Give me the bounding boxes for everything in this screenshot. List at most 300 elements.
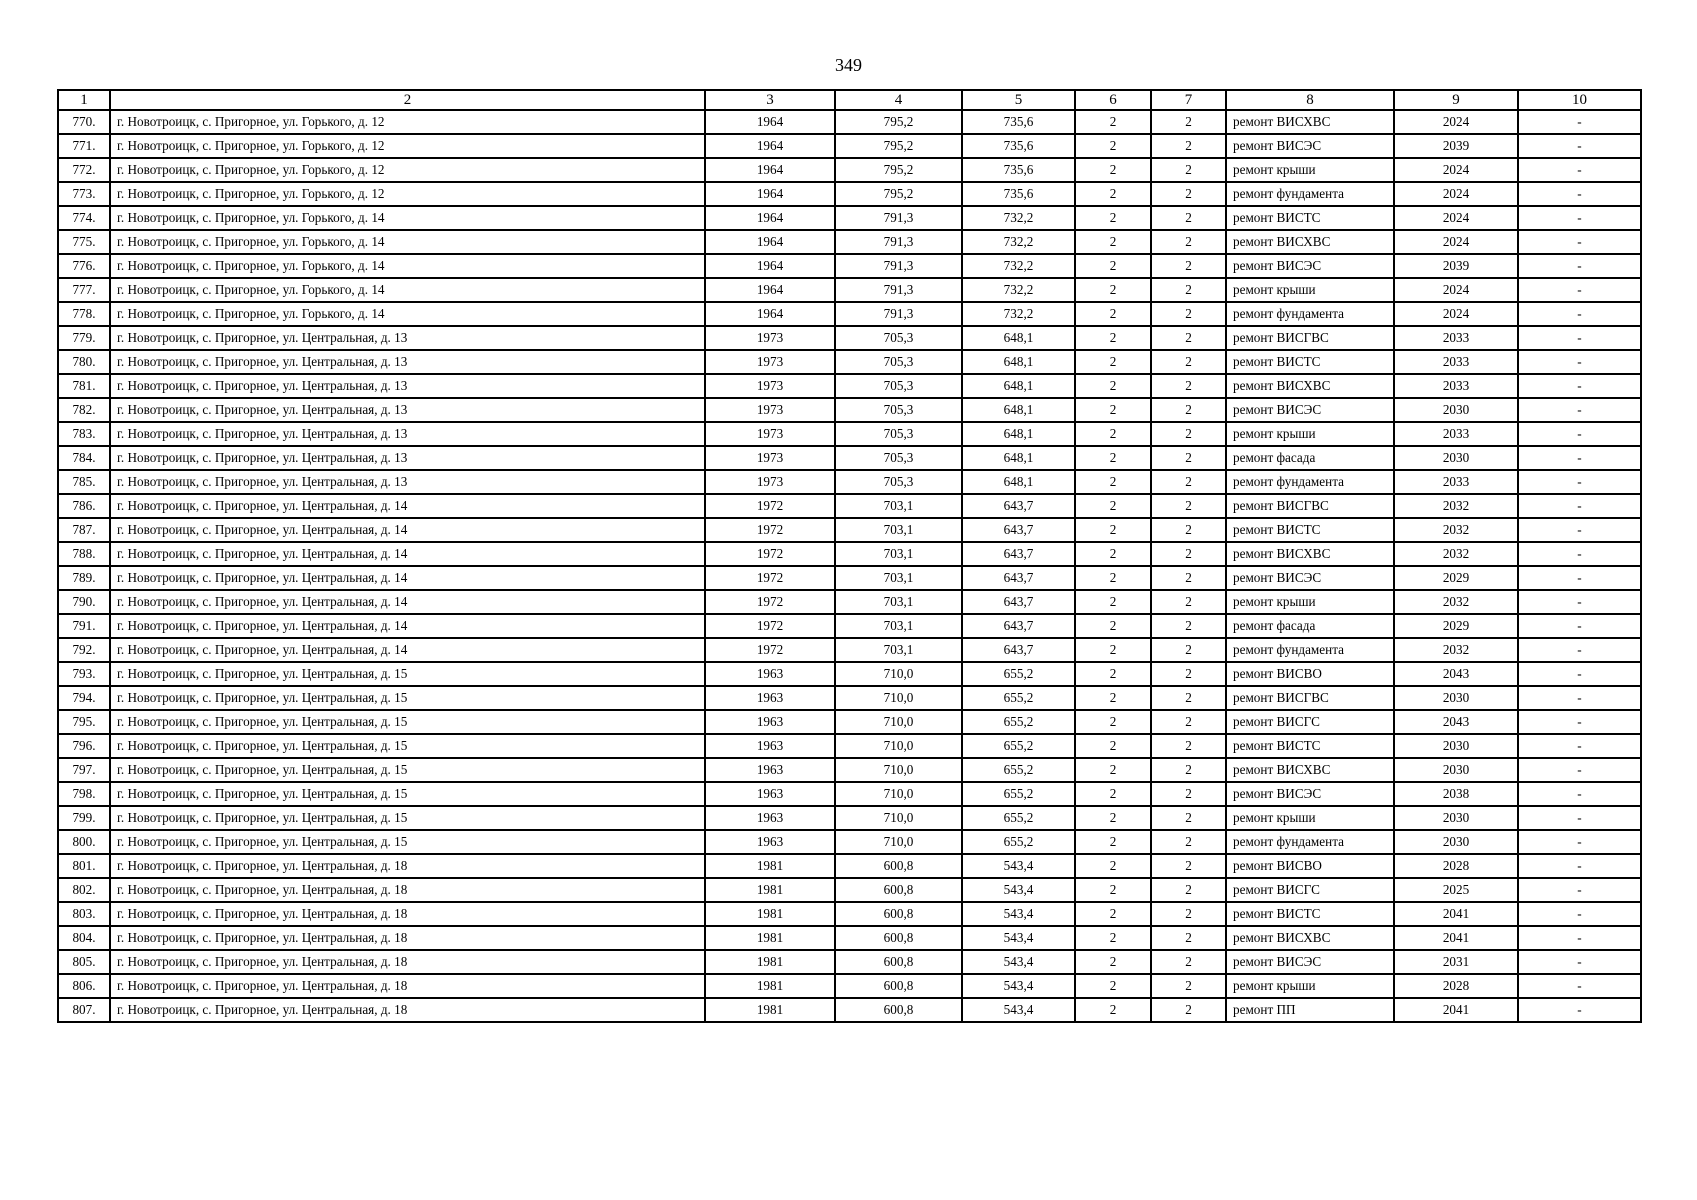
cell-planned-year: 2030 [1394, 734, 1518, 758]
cell-work-type: ремонт ВИСЭС [1226, 254, 1394, 278]
cell-planned-year: 2033 [1394, 350, 1518, 374]
table-row [58, 662, 1641, 686]
cell-note: - [1518, 950, 1641, 974]
cell-note: - [1518, 830, 1641, 854]
cell-year-built: 1981 [705, 950, 835, 974]
cell-year-built: 1964 [705, 206, 835, 230]
cell-living-area: 655,2 [962, 710, 1075, 734]
table-row [58, 230, 1641, 254]
cell-total-area: 703,1 [835, 638, 962, 662]
cell-work-type: ремонт крыши [1226, 158, 1394, 182]
table-row [58, 206, 1641, 230]
cell-living-area: 643,7 [962, 590, 1075, 614]
cell-note: - [1518, 398, 1641, 422]
cell-address: г. Новотроицк, с. Пригорное, ул. Центральная, д. 13 [110, 422, 705, 446]
cell-work-type: ремонт ВИСГС [1226, 710, 1394, 734]
cell-floors: 2 [1075, 398, 1151, 422]
cell-work-type: ремонт ВИСГВС [1226, 494, 1394, 518]
cell-living-area: 648,1 [962, 422, 1075, 446]
cell-year-built: 1972 [705, 542, 835, 566]
cell-total-area: 791,3 [835, 254, 962, 278]
cell-living-area: 732,2 [962, 254, 1075, 278]
table-row [58, 326, 1641, 350]
cell-entrances: 2 [1151, 374, 1226, 398]
cell-living-area: 643,7 [962, 614, 1075, 638]
cell-living-area: 735,6 [962, 134, 1075, 158]
cell-entrances: 2 [1151, 254, 1226, 278]
cell-floors: 2 [1075, 206, 1151, 230]
cell-total-area: 705,3 [835, 398, 962, 422]
cell-entrances: 2 [1151, 758, 1226, 782]
cell-work-type: ремонт крыши [1226, 422, 1394, 446]
table-row [58, 182, 1641, 206]
cell-address: г. Новотроицк, с. Пригорное, ул. Центральная, д. 15 [110, 782, 705, 806]
cell-row-number: 787. [58, 518, 110, 542]
cell-entrances: 2 [1151, 806, 1226, 830]
cell-total-area: 710,0 [835, 662, 962, 686]
cell-row-number: 792. [58, 638, 110, 662]
cell-note: - [1518, 278, 1641, 302]
cell-address: г. Новотроицк, с. Пригорное, ул. Центральная, д. 18 [110, 974, 705, 998]
cell-work-type: ремонт ВИСХВС [1226, 374, 1394, 398]
cell-floors: 2 [1075, 566, 1151, 590]
cell-planned-year: 2024 [1394, 110, 1518, 134]
cell-floors: 2 [1075, 662, 1151, 686]
table-row [58, 398, 1641, 422]
cell-row-number: 796. [58, 734, 110, 758]
cell-planned-year: 2039 [1394, 134, 1518, 158]
cell-total-area: 795,2 [835, 182, 962, 206]
cell-year-built: 1972 [705, 638, 835, 662]
cell-entrances: 2 [1151, 398, 1226, 422]
cell-floors: 2 [1075, 782, 1151, 806]
column-header-10: 10 [1518, 90, 1641, 110]
cell-floors: 2 [1075, 590, 1151, 614]
cell-living-area: 543,4 [962, 926, 1075, 950]
cell-year-built: 1972 [705, 614, 835, 638]
cell-year-built: 1964 [705, 230, 835, 254]
cell-planned-year: 2025 [1394, 878, 1518, 902]
table-row [58, 902, 1641, 926]
cell-work-type: ремонт ВИСЭС [1226, 398, 1394, 422]
cell-address: г. Новотроицк, с. Пригорное, ул. Центральная, д. 13 [110, 350, 705, 374]
table-row [58, 638, 1641, 662]
cell-address: г. Новотроицк, с. Пригорное, ул. Центральная, д. 15 [110, 662, 705, 686]
cell-year-built: 1964 [705, 182, 835, 206]
cell-work-type: ремонт фундамента [1226, 182, 1394, 206]
cell-row-number: 783. [58, 422, 110, 446]
repair-schedule-table [57, 89, 1642, 1023]
cell-row-number: 770. [58, 110, 110, 134]
cell-address: г. Новотроицк, с. Пригорное, ул. Центральная, д. 15 [110, 806, 705, 830]
cell-planned-year: 2029 [1394, 614, 1518, 638]
cell-year-built: 1981 [705, 998, 835, 1022]
table-row [58, 518, 1641, 542]
cell-work-type: ремонт фасада [1226, 446, 1394, 470]
cell-row-number: 774. [58, 206, 110, 230]
cell-floors: 2 [1075, 422, 1151, 446]
table-row [58, 446, 1641, 470]
cell-row-number: 793. [58, 662, 110, 686]
cell-work-type: ремонт ВИСТС [1226, 902, 1394, 926]
cell-total-area: 705,3 [835, 326, 962, 350]
cell-address: г. Новотроицк, с. Пригорное, ул. Горького, д. 14 [110, 278, 705, 302]
cell-entrances: 2 [1151, 182, 1226, 206]
table-row [58, 710, 1641, 734]
cell-address: г. Новотроицк, с. Пригорное, ул. Центральная, д. 14 [110, 566, 705, 590]
cell-planned-year: 2032 [1394, 494, 1518, 518]
cell-entrances: 2 [1151, 134, 1226, 158]
cell-planned-year: 2033 [1394, 422, 1518, 446]
cell-year-built: 1981 [705, 878, 835, 902]
cell-living-area: 735,6 [962, 158, 1075, 182]
cell-note: - [1518, 662, 1641, 686]
table-row [58, 278, 1641, 302]
cell-note: - [1518, 710, 1641, 734]
cell-address: г. Новотроицк, с. Пригорное, ул. Горького, д. 14 [110, 206, 705, 230]
cell-row-number: 779. [58, 326, 110, 350]
cell-planned-year: 2039 [1394, 254, 1518, 278]
cell-entrances: 2 [1151, 278, 1226, 302]
cell-living-area: 655,2 [962, 830, 1075, 854]
cell-planned-year: 2028 [1394, 854, 1518, 878]
cell-year-built: 1973 [705, 422, 835, 446]
cell-row-number: 772. [58, 158, 110, 182]
cell-address: г. Новотроицк, с. Пригорное, ул. Центральная, д. 13 [110, 398, 705, 422]
cell-floors: 2 [1075, 374, 1151, 398]
table-header-row [58, 90, 1641, 110]
cell-work-type: ремонт ВИСХВС [1226, 926, 1394, 950]
cell-year-built: 1973 [705, 470, 835, 494]
cell-note: - [1518, 182, 1641, 206]
cell-entrances: 2 [1151, 158, 1226, 182]
cell-total-area: 703,1 [835, 518, 962, 542]
cell-year-built: 1963 [705, 686, 835, 710]
table-row [58, 158, 1641, 182]
cell-floors: 2 [1075, 926, 1151, 950]
cell-living-area: 735,6 [962, 182, 1075, 206]
cell-row-number: 785. [58, 470, 110, 494]
cell-planned-year: 2031 [1394, 950, 1518, 974]
cell-year-built: 1972 [705, 494, 835, 518]
cell-year-built: 1981 [705, 854, 835, 878]
cell-living-area: 643,7 [962, 494, 1075, 518]
cell-total-area: 791,3 [835, 206, 962, 230]
cell-work-type: ремонт ВИСТС [1226, 350, 1394, 374]
cell-year-built: 1963 [705, 758, 835, 782]
cell-total-area: 703,1 [835, 614, 962, 638]
column-header-9: 9 [1394, 90, 1518, 110]
table-row [58, 110, 1641, 134]
cell-living-area: 732,2 [962, 302, 1075, 326]
cell-total-area: 795,2 [835, 134, 962, 158]
cell-address: г. Новотроицк, с. Пригорное, ул. Центральная, д. 14 [110, 518, 705, 542]
cell-address: г. Новотроицк, с. Пригорное, ул. Центральная, д. 15 [110, 758, 705, 782]
cell-address: г. Новотроицк, с. Пригорное, ул. Горького, д. 14 [110, 230, 705, 254]
cell-year-built: 1964 [705, 110, 835, 134]
cell-note: - [1518, 686, 1641, 710]
cell-planned-year: 2032 [1394, 518, 1518, 542]
cell-floors: 2 [1075, 638, 1151, 662]
cell-entrances: 2 [1151, 950, 1226, 974]
cell-floors: 2 [1075, 806, 1151, 830]
cell-planned-year: 2024 [1394, 302, 1518, 326]
cell-year-built: 1981 [705, 974, 835, 998]
cell-year-built: 1973 [705, 398, 835, 422]
cell-planned-year: 2041 [1394, 998, 1518, 1022]
cell-total-area: 710,0 [835, 830, 962, 854]
cell-row-number: 802. [58, 878, 110, 902]
cell-address: г. Новотроицк, с. Пригорное, ул. Центральная, д. 18 [110, 902, 705, 926]
cell-floors: 2 [1075, 254, 1151, 278]
cell-floors: 2 [1075, 710, 1151, 734]
page-number: 349 [835, 55, 862, 75]
table-row [58, 806, 1641, 830]
cell-address: г. Новотроицк, с. Пригорное, ул. Горького, д. 12 [110, 110, 705, 134]
cell-planned-year: 2032 [1394, 590, 1518, 614]
cell-note: - [1518, 590, 1641, 614]
cell-row-number: 795. [58, 710, 110, 734]
cell-year-built: 1963 [705, 806, 835, 830]
cell-note: - [1518, 734, 1641, 758]
cell-row-number: 790. [58, 590, 110, 614]
table-row [58, 254, 1641, 278]
cell-address: г. Новотроицк, с. Пригорное, ул. Центральная, д. 18 [110, 878, 705, 902]
cell-note: - [1518, 302, 1641, 326]
cell-work-type: ремонт ВИСХВС [1226, 542, 1394, 566]
cell-address: г. Новотроицк, с. Пригорное, ул. Центральная, д. 15 [110, 734, 705, 758]
cell-year-built: 1963 [705, 830, 835, 854]
cell-floors: 2 [1075, 686, 1151, 710]
cell-planned-year: 2030 [1394, 758, 1518, 782]
cell-address: г. Новотроицк, с. Пригорное, ул. Центральная, д. 14 [110, 614, 705, 638]
cell-row-number: 789. [58, 566, 110, 590]
cell-floors: 2 [1075, 614, 1151, 638]
cell-entrances: 2 [1151, 206, 1226, 230]
cell-planned-year: 2030 [1394, 398, 1518, 422]
cell-work-type: ремонт фундамента [1226, 302, 1394, 326]
column-header-5: 5 [962, 90, 1075, 110]
cell-note: - [1518, 998, 1641, 1022]
cell-entrances: 2 [1151, 638, 1226, 662]
cell-row-number: 776. [58, 254, 110, 278]
cell-work-type: ремонт фундамента [1226, 830, 1394, 854]
cell-year-built: 1973 [705, 446, 835, 470]
cell-note: - [1518, 446, 1641, 470]
cell-note: - [1518, 926, 1641, 950]
cell-note: - [1518, 470, 1641, 494]
cell-entrances: 2 [1151, 590, 1226, 614]
cell-living-area: 643,7 [962, 566, 1075, 590]
column-header-8: 8 [1226, 90, 1394, 110]
table-row [58, 374, 1641, 398]
cell-floors: 2 [1075, 446, 1151, 470]
cell-entrances: 2 [1151, 518, 1226, 542]
cell-work-type: ремонт ВИСТС [1226, 206, 1394, 230]
cell-year-built: 1963 [705, 734, 835, 758]
cell-floors: 2 [1075, 542, 1151, 566]
cell-total-area: 795,2 [835, 158, 962, 182]
cell-living-area: 543,4 [962, 974, 1075, 998]
cell-total-area: 705,3 [835, 470, 962, 494]
cell-total-area: 791,3 [835, 278, 962, 302]
cell-planned-year: 2030 [1394, 446, 1518, 470]
cell-entrances: 2 [1151, 470, 1226, 494]
cell-entrances: 2 [1151, 830, 1226, 854]
cell-year-built: 1973 [705, 350, 835, 374]
cell-entrances: 2 [1151, 350, 1226, 374]
cell-floors: 2 [1075, 494, 1151, 518]
cell-row-number: 781. [58, 374, 110, 398]
cell-entrances: 2 [1151, 614, 1226, 638]
cell-address: г. Новотроицк, с. Пригорное, ул. Центральная, д. 15 [110, 686, 705, 710]
cell-year-built: 1972 [705, 566, 835, 590]
column-header-7: 7 [1151, 90, 1226, 110]
cell-address: г. Новотроицк, с. Пригорное, ул. Центральная, д. 14 [110, 590, 705, 614]
cell-work-type: ремонт ВИСЭС [1226, 566, 1394, 590]
cell-planned-year: 2029 [1394, 566, 1518, 590]
cell-row-number: 780. [58, 350, 110, 374]
column-header-4: 4 [835, 90, 962, 110]
cell-total-area: 791,3 [835, 230, 962, 254]
cell-row-number: 799. [58, 806, 110, 830]
cell-address: г. Новотроицк, с. Пригорное, ул. Центральная, д. 18 [110, 998, 705, 1022]
table-row [58, 134, 1641, 158]
cell-work-type: ремонт ВИСВО [1226, 854, 1394, 878]
cell-note: - [1518, 422, 1641, 446]
cell-year-built: 1964 [705, 134, 835, 158]
cell-total-area: 791,3 [835, 302, 962, 326]
column-header-1: 1 [58, 90, 110, 110]
cell-living-area: 543,4 [962, 950, 1075, 974]
cell-total-area: 600,8 [835, 902, 962, 926]
cell-floors: 2 [1075, 974, 1151, 998]
cell-year-built: 1964 [705, 254, 835, 278]
table-row [58, 494, 1641, 518]
table-row [58, 470, 1641, 494]
table-row [58, 734, 1641, 758]
table-row [58, 758, 1641, 782]
cell-note: - [1518, 542, 1641, 566]
cell-total-area: 705,3 [835, 422, 962, 446]
cell-entrances: 2 [1151, 782, 1226, 806]
cell-work-type: ремонт ВИСГС [1226, 878, 1394, 902]
cell-planned-year: 2033 [1394, 470, 1518, 494]
cell-row-number: 807. [58, 998, 110, 1022]
cell-note: - [1518, 518, 1641, 542]
cell-living-area: 648,1 [962, 350, 1075, 374]
cell-work-type: ремонт ВИСЭС [1226, 134, 1394, 158]
cell-year-built: 1964 [705, 302, 835, 326]
cell-work-type: ремонт ВИСХВС [1226, 230, 1394, 254]
cell-row-number: 801. [58, 854, 110, 878]
cell-row-number: 800. [58, 830, 110, 854]
cell-row-number: 775. [58, 230, 110, 254]
cell-total-area: 600,8 [835, 926, 962, 950]
cell-living-area: 735,6 [962, 110, 1075, 134]
cell-total-area: 710,0 [835, 734, 962, 758]
cell-year-built: 1963 [705, 662, 835, 686]
cell-work-type: ремонт ВИСЭС [1226, 782, 1394, 806]
cell-entrances: 2 [1151, 566, 1226, 590]
cell-entrances: 2 [1151, 326, 1226, 350]
cell-total-area: 600,8 [835, 950, 962, 974]
table-row [58, 950, 1641, 974]
cell-year-built: 1973 [705, 374, 835, 398]
cell-year-built: 1981 [705, 926, 835, 950]
cell-row-number: 798. [58, 782, 110, 806]
cell-entrances: 2 [1151, 878, 1226, 902]
cell-year-built: 1972 [705, 518, 835, 542]
cell-work-type: ремонт ВИСТС [1226, 518, 1394, 542]
cell-planned-year: 2032 [1394, 638, 1518, 662]
cell-living-area: 648,1 [962, 398, 1075, 422]
cell-address: г. Новотроицк, с. Пригорное, ул. Горького, д. 12 [110, 134, 705, 158]
cell-planned-year: 2024 [1394, 278, 1518, 302]
cell-work-type: ремонт ВИСТС [1226, 734, 1394, 758]
cell-living-area: 655,2 [962, 758, 1075, 782]
cell-living-area: 648,1 [962, 326, 1075, 350]
cell-floors: 2 [1075, 998, 1151, 1022]
cell-entrances: 2 [1151, 446, 1226, 470]
cell-year-built: 1981 [705, 902, 835, 926]
cell-planned-year: 2032 [1394, 542, 1518, 566]
cell-planned-year: 2043 [1394, 662, 1518, 686]
column-header-2: 2 [110, 90, 705, 110]
cell-year-built: 1963 [705, 710, 835, 734]
cell-address: г. Новотроицк, с. Пригорное, ул. Горького, д. 12 [110, 182, 705, 206]
cell-living-area: 655,2 [962, 734, 1075, 758]
table-row [58, 566, 1641, 590]
cell-address: г. Новотроицк, с. Пригорное, ул. Центральная, д. 13 [110, 470, 705, 494]
cell-row-number: 791. [58, 614, 110, 638]
cell-note: - [1518, 110, 1641, 134]
cell-planned-year: 2024 [1394, 158, 1518, 182]
cell-row-number: 777. [58, 278, 110, 302]
cell-living-area: 732,2 [962, 230, 1075, 254]
cell-work-type: ремонт крыши [1226, 806, 1394, 830]
cell-floors: 2 [1075, 902, 1151, 926]
cell-work-type: ремонт фундамента [1226, 470, 1394, 494]
cell-floors: 2 [1075, 302, 1151, 326]
cell-row-number: 771. [58, 134, 110, 158]
cell-work-type: ремонт ВИСГВС [1226, 326, 1394, 350]
cell-note: - [1518, 134, 1641, 158]
cell-planned-year: 2041 [1394, 902, 1518, 926]
cell-entrances: 2 [1151, 998, 1226, 1022]
cell-planned-year: 2030 [1394, 806, 1518, 830]
cell-planned-year: 2038 [1394, 782, 1518, 806]
cell-planned-year: 2024 [1394, 206, 1518, 230]
cell-entrances: 2 [1151, 230, 1226, 254]
cell-address: г. Новотроицк, с. Пригорное, ул. Центральная, д. 18 [110, 854, 705, 878]
cell-living-area: 655,2 [962, 662, 1075, 686]
cell-living-area: 648,1 [962, 374, 1075, 398]
cell-row-number: 804. [58, 926, 110, 950]
cell-entrances: 2 [1151, 494, 1226, 518]
cell-entrances: 2 [1151, 110, 1226, 134]
cell-address: г. Новотроицк, с. Пригорное, ул. Центральная, д. 13 [110, 374, 705, 398]
cell-entrances: 2 [1151, 926, 1226, 950]
cell-living-area: 543,4 [962, 902, 1075, 926]
table-row [58, 782, 1641, 806]
cell-work-type: ремонт ВИСЭС [1226, 950, 1394, 974]
cell-floors: 2 [1075, 278, 1151, 302]
cell-note: - [1518, 614, 1641, 638]
cell-entrances: 2 [1151, 734, 1226, 758]
cell-note: - [1518, 974, 1641, 998]
cell-entrances: 2 [1151, 422, 1226, 446]
